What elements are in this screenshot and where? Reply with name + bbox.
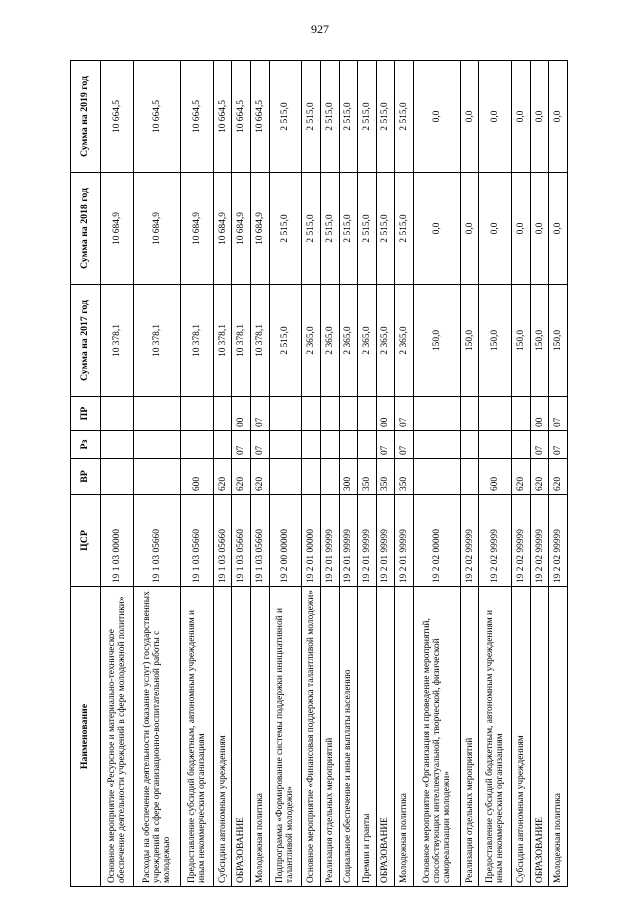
cell-vr: 620 (530, 459, 549, 495)
cell-vr: 600 (181, 459, 214, 495)
cell-pr (133, 397, 180, 431)
cell-csr: 19 1 03 05660 (232, 495, 251, 587)
cell-sum-2017: 10 378,1 (181, 285, 214, 397)
cell-sum-2019: 2 515,0 (339, 61, 358, 173)
header-sum-2017: Сумма на 2017 год (71, 285, 101, 397)
cell-rz (413, 431, 460, 459)
cell-pr: 07 (549, 397, 568, 431)
cell-sum-2018: 0,0 (479, 173, 512, 285)
cell-vr (101, 459, 134, 495)
cell-name: ОБРАЗОВАНИЕ (376, 587, 395, 887)
cell-sum-2019: 0,0 (512, 61, 531, 173)
cell-vr (133, 459, 180, 495)
cell-name: Основное мероприятие «Финансовая поддержка талантливой молодежи» (302, 587, 321, 887)
cell-sum-2018: 0,0 (413, 173, 460, 285)
cell-sum-2019: 2 515,0 (358, 61, 377, 173)
cell-pr (358, 397, 377, 431)
table-row (413, 61, 460, 887)
cell-vr (413, 459, 460, 495)
cell-vr: 300 (339, 459, 358, 495)
cell-csr: 19 2 01 99999 (339, 495, 358, 587)
cell-vr: 620 (251, 459, 270, 495)
cell-csr: 19 2 02 99999 (512, 495, 531, 587)
cell-sum-2018: 2 515,0 (302, 173, 321, 285)
cell-pr (320, 397, 339, 431)
cell-sum-2019: 0,0 (549, 61, 568, 173)
cell-pr (413, 397, 460, 431)
cell-sum-2017: 2 365,0 (320, 285, 339, 397)
cell-sum-2019: 10 664,5 (133, 61, 180, 173)
cell-sum-2019: 10 664,5 (213, 61, 232, 173)
cell-sum-2018: 0,0 (460, 173, 479, 285)
cell-csr: 19 2 02 99999 (479, 495, 512, 587)
cell-vr: 350 (395, 459, 414, 495)
cell-csr: 19 2 02 99999 (530, 495, 549, 587)
cell-rz: 07 (251, 431, 270, 459)
header-rz: Рз (71, 431, 101, 459)
cell-sum-2018: 2 515,0 (269, 173, 302, 285)
table-row (549, 61, 568, 887)
cell-sum-2017: 2 365,0 (358, 285, 377, 397)
cell-sum-2018: 10 684,9 (133, 173, 180, 285)
table-header-row (71, 61, 101, 887)
cell-pr (213, 397, 232, 431)
header-csr: ЦСР (71, 495, 101, 587)
cell-pr (101, 397, 134, 431)
cell-name: Молодежная политика (251, 587, 270, 887)
cell-sum-2019: 10 664,5 (101, 61, 134, 173)
cell-sum-2019: 2 515,0 (395, 61, 414, 173)
cell-sum-2017: 150,0 (460, 285, 479, 397)
cell-csr: 19 2 01 99999 (358, 495, 377, 587)
cell-pr: 07 (251, 397, 270, 431)
cell-pr: 07 (395, 397, 414, 431)
cell-pr (181, 397, 214, 431)
header-pr: ПР (71, 397, 101, 431)
cell-name: Социальное обеспечение и иные выплаты населению (339, 587, 358, 887)
cell-rz (133, 431, 180, 459)
cell-sum-2019: 0,0 (460, 61, 479, 173)
cell-vr: 600 (479, 459, 512, 495)
cell-sum-2017: 2 365,0 (395, 285, 414, 397)
cell-sum-2018: 10 684,9 (213, 173, 232, 285)
cell-sum-2017: 2 365,0 (376, 285, 395, 397)
cell-rz (339, 431, 358, 459)
cell-rz: 07 (549, 431, 568, 459)
page-number: 927 (311, 22, 329, 36)
table-row (181, 61, 214, 887)
cell-name: Молодежная политика (549, 587, 568, 887)
cell-sum-2018: 0,0 (530, 173, 549, 285)
cell-name: Предоставление субсидий бюджетным, автономным учреждениям и иным некоммерческим организациям (479, 587, 512, 887)
table-row (358, 61, 377, 887)
cell-sum-2019: 2 515,0 (302, 61, 321, 173)
cell-sum-2019: 2 515,0 (376, 61, 395, 173)
table-row (133, 61, 180, 887)
cell-rz (302, 431, 321, 459)
cell-csr: 19 1 03 05660 (133, 495, 180, 587)
cell-sum-2018: 2 515,0 (358, 173, 377, 285)
cell-pr (479, 397, 512, 431)
cell-name: ОБРАЗОВАНИЕ (530, 587, 549, 887)
cell-sum-2017: 10 378,1 (133, 285, 180, 397)
cell-pr: 00 (232, 397, 251, 431)
cell-sum-2017: 2 515,0 (269, 285, 302, 397)
cell-pr (512, 397, 531, 431)
cell-sum-2018: 0,0 (549, 173, 568, 285)
table-row (302, 61, 321, 887)
budget-table-sheet (70, 61, 568, 887)
cell-vr: 620 (213, 459, 232, 495)
cell-sum-2018: 10 684,9 (232, 173, 251, 285)
cell-csr: 19 2 00 00000 (269, 495, 302, 587)
table-row (213, 61, 232, 887)
cell-sum-2019: 0,0 (530, 61, 549, 173)
cell-vr: 620 (512, 459, 531, 495)
cell-csr: 19 2 01 00000 (302, 495, 321, 587)
cell-sum-2017: 150,0 (530, 285, 549, 397)
cell-rz (479, 431, 512, 459)
cell-pr (339, 397, 358, 431)
cell-vr (269, 459, 302, 495)
cell-vr: 350 (358, 459, 377, 495)
cell-sum-2019: 2 515,0 (320, 61, 339, 173)
table-row (101, 61, 134, 887)
cell-sum-2018: 2 515,0 (320, 173, 339, 285)
budget-table (70, 60, 568, 887)
cell-pr (269, 397, 302, 431)
cell-pr: 00 (376, 397, 395, 431)
cell-sum-2017: 2 365,0 (302, 285, 321, 397)
cell-name: Премии и гранты (358, 587, 377, 887)
table-row (320, 61, 339, 887)
cell-csr: 19 1 03 05660 (213, 495, 232, 587)
cell-sum-2017: 150,0 (413, 285, 460, 397)
cell-sum-2019: 0,0 (413, 61, 460, 173)
cell-name: Субсидии автономным учреждениям (213, 587, 232, 887)
cell-csr: 19 2 01 99999 (395, 495, 414, 587)
cell-rz (269, 431, 302, 459)
cell-sum-2019: 10 664,5 (181, 61, 214, 173)
cell-vr (302, 459, 321, 495)
cell-sum-2019: 2 515,0 (269, 61, 302, 173)
cell-sum-2017: 10 378,1 (251, 285, 270, 397)
cell-sum-2018: 10 684,9 (251, 173, 270, 285)
cell-name: Реализация отдельных мероприятий (460, 587, 479, 887)
cell-sum-2018: 10 684,9 (101, 173, 134, 285)
cell-sum-2018: 0,0 (512, 173, 531, 285)
cell-vr: 620 (232, 459, 251, 495)
cell-pr (460, 397, 479, 431)
cell-vr: 620 (549, 459, 568, 495)
table-row (339, 61, 358, 887)
cell-name: Основное мероприятие «Ресурсное и материально-техническое обеспечение деятельности учреждений в сфере молодежной политики» (101, 587, 134, 887)
table-row (376, 61, 395, 887)
cell-rz: 07 (395, 431, 414, 459)
cell-rz (512, 431, 531, 459)
cell-sum-2017: 150,0 (549, 285, 568, 397)
cell-rz: 07 (232, 431, 251, 459)
header-vr: ВР (71, 459, 101, 495)
cell-name: Молодежная политика (395, 587, 414, 887)
cell-name: Реализация отдельных мероприятий (320, 587, 339, 887)
cell-rz (320, 431, 339, 459)
cell-pr (302, 397, 321, 431)
cell-vr (320, 459, 339, 495)
cell-rz (213, 431, 232, 459)
table-row (232, 61, 251, 887)
header-sum-2018: Сумма на 2018 год (71, 173, 101, 285)
cell-csr: 19 1 03 00000 (101, 495, 134, 587)
cell-rz (460, 431, 479, 459)
cell-sum-2018: 2 515,0 (339, 173, 358, 285)
cell-name: Предоставление субсидий бюджетным, автономным учреждениям и иным некоммерческим организациям (181, 587, 214, 887)
cell-sum-2018: 2 515,0 (376, 173, 395, 285)
cell-vr: 350 (376, 459, 395, 495)
cell-name: Подпрограмма «Формирование системы поддержки инициативной и талантливой молодежи» (269, 587, 302, 887)
cell-sum-2017: 10 378,1 (101, 285, 134, 397)
cell-sum-2018: 2 515,0 (395, 173, 414, 285)
cell-sum-2019: 10 664,5 (232, 61, 251, 173)
table-row (269, 61, 302, 887)
cell-rz (101, 431, 134, 459)
cell-sum-2017: 10 378,1 (232, 285, 251, 397)
cell-name: ОБРАЗОВАНИЕ (232, 587, 251, 887)
cell-rz (358, 431, 377, 459)
cell-csr: 19 2 01 99999 (320, 495, 339, 587)
cell-sum-2017: 2 365,0 (339, 285, 358, 397)
header-name: Наименование (71, 587, 101, 887)
table-row (251, 61, 270, 887)
table-row (460, 61, 479, 887)
cell-csr: 19 1 03 05660 (251, 495, 270, 587)
cell-name: Основное мероприятие «Организация и проведение мероприятий, способствующих интеллектуальной, творческой, физической самореализации молодежи» (413, 587, 460, 887)
cell-csr: 19 2 01 99999 (376, 495, 395, 587)
cell-pr: 00 (530, 397, 549, 431)
cell-name: Субсидии автономным учреждениям (512, 587, 531, 887)
cell-sum-2017: 150,0 (479, 285, 512, 397)
cell-csr: 19 2 02 99999 (460, 495, 479, 587)
table-body (101, 61, 568, 887)
cell-sum-2017: 150,0 (512, 285, 531, 397)
header-sum-2019: Сумма на 2019 год (71, 61, 101, 173)
cell-vr (460, 459, 479, 495)
table-row (512, 61, 531, 887)
cell-sum-2017: 10 378,1 (213, 285, 232, 397)
cell-csr: 19 2 02 99999 (549, 495, 568, 587)
cell-sum-2019: 0,0 (479, 61, 512, 173)
cell-rz: 07 (376, 431, 395, 459)
cell-name: Расходы на обеспечение деятельности (оказание услуг) государственных учреждений в сфере организационно-воспитательной работы с молодежью (133, 587, 180, 887)
cell-csr: 19 2 02 00000 (413, 495, 460, 587)
table-row (530, 61, 549, 887)
table-row (479, 61, 512, 887)
table-row (395, 61, 414, 887)
cell-sum-2018: 10 684,9 (181, 173, 214, 285)
cell-rz (181, 431, 214, 459)
cell-csr: 19 1 03 05660 (181, 495, 214, 587)
cell-sum-2019: 10 664,5 (251, 61, 270, 173)
cell-rz: 07 (530, 431, 549, 459)
